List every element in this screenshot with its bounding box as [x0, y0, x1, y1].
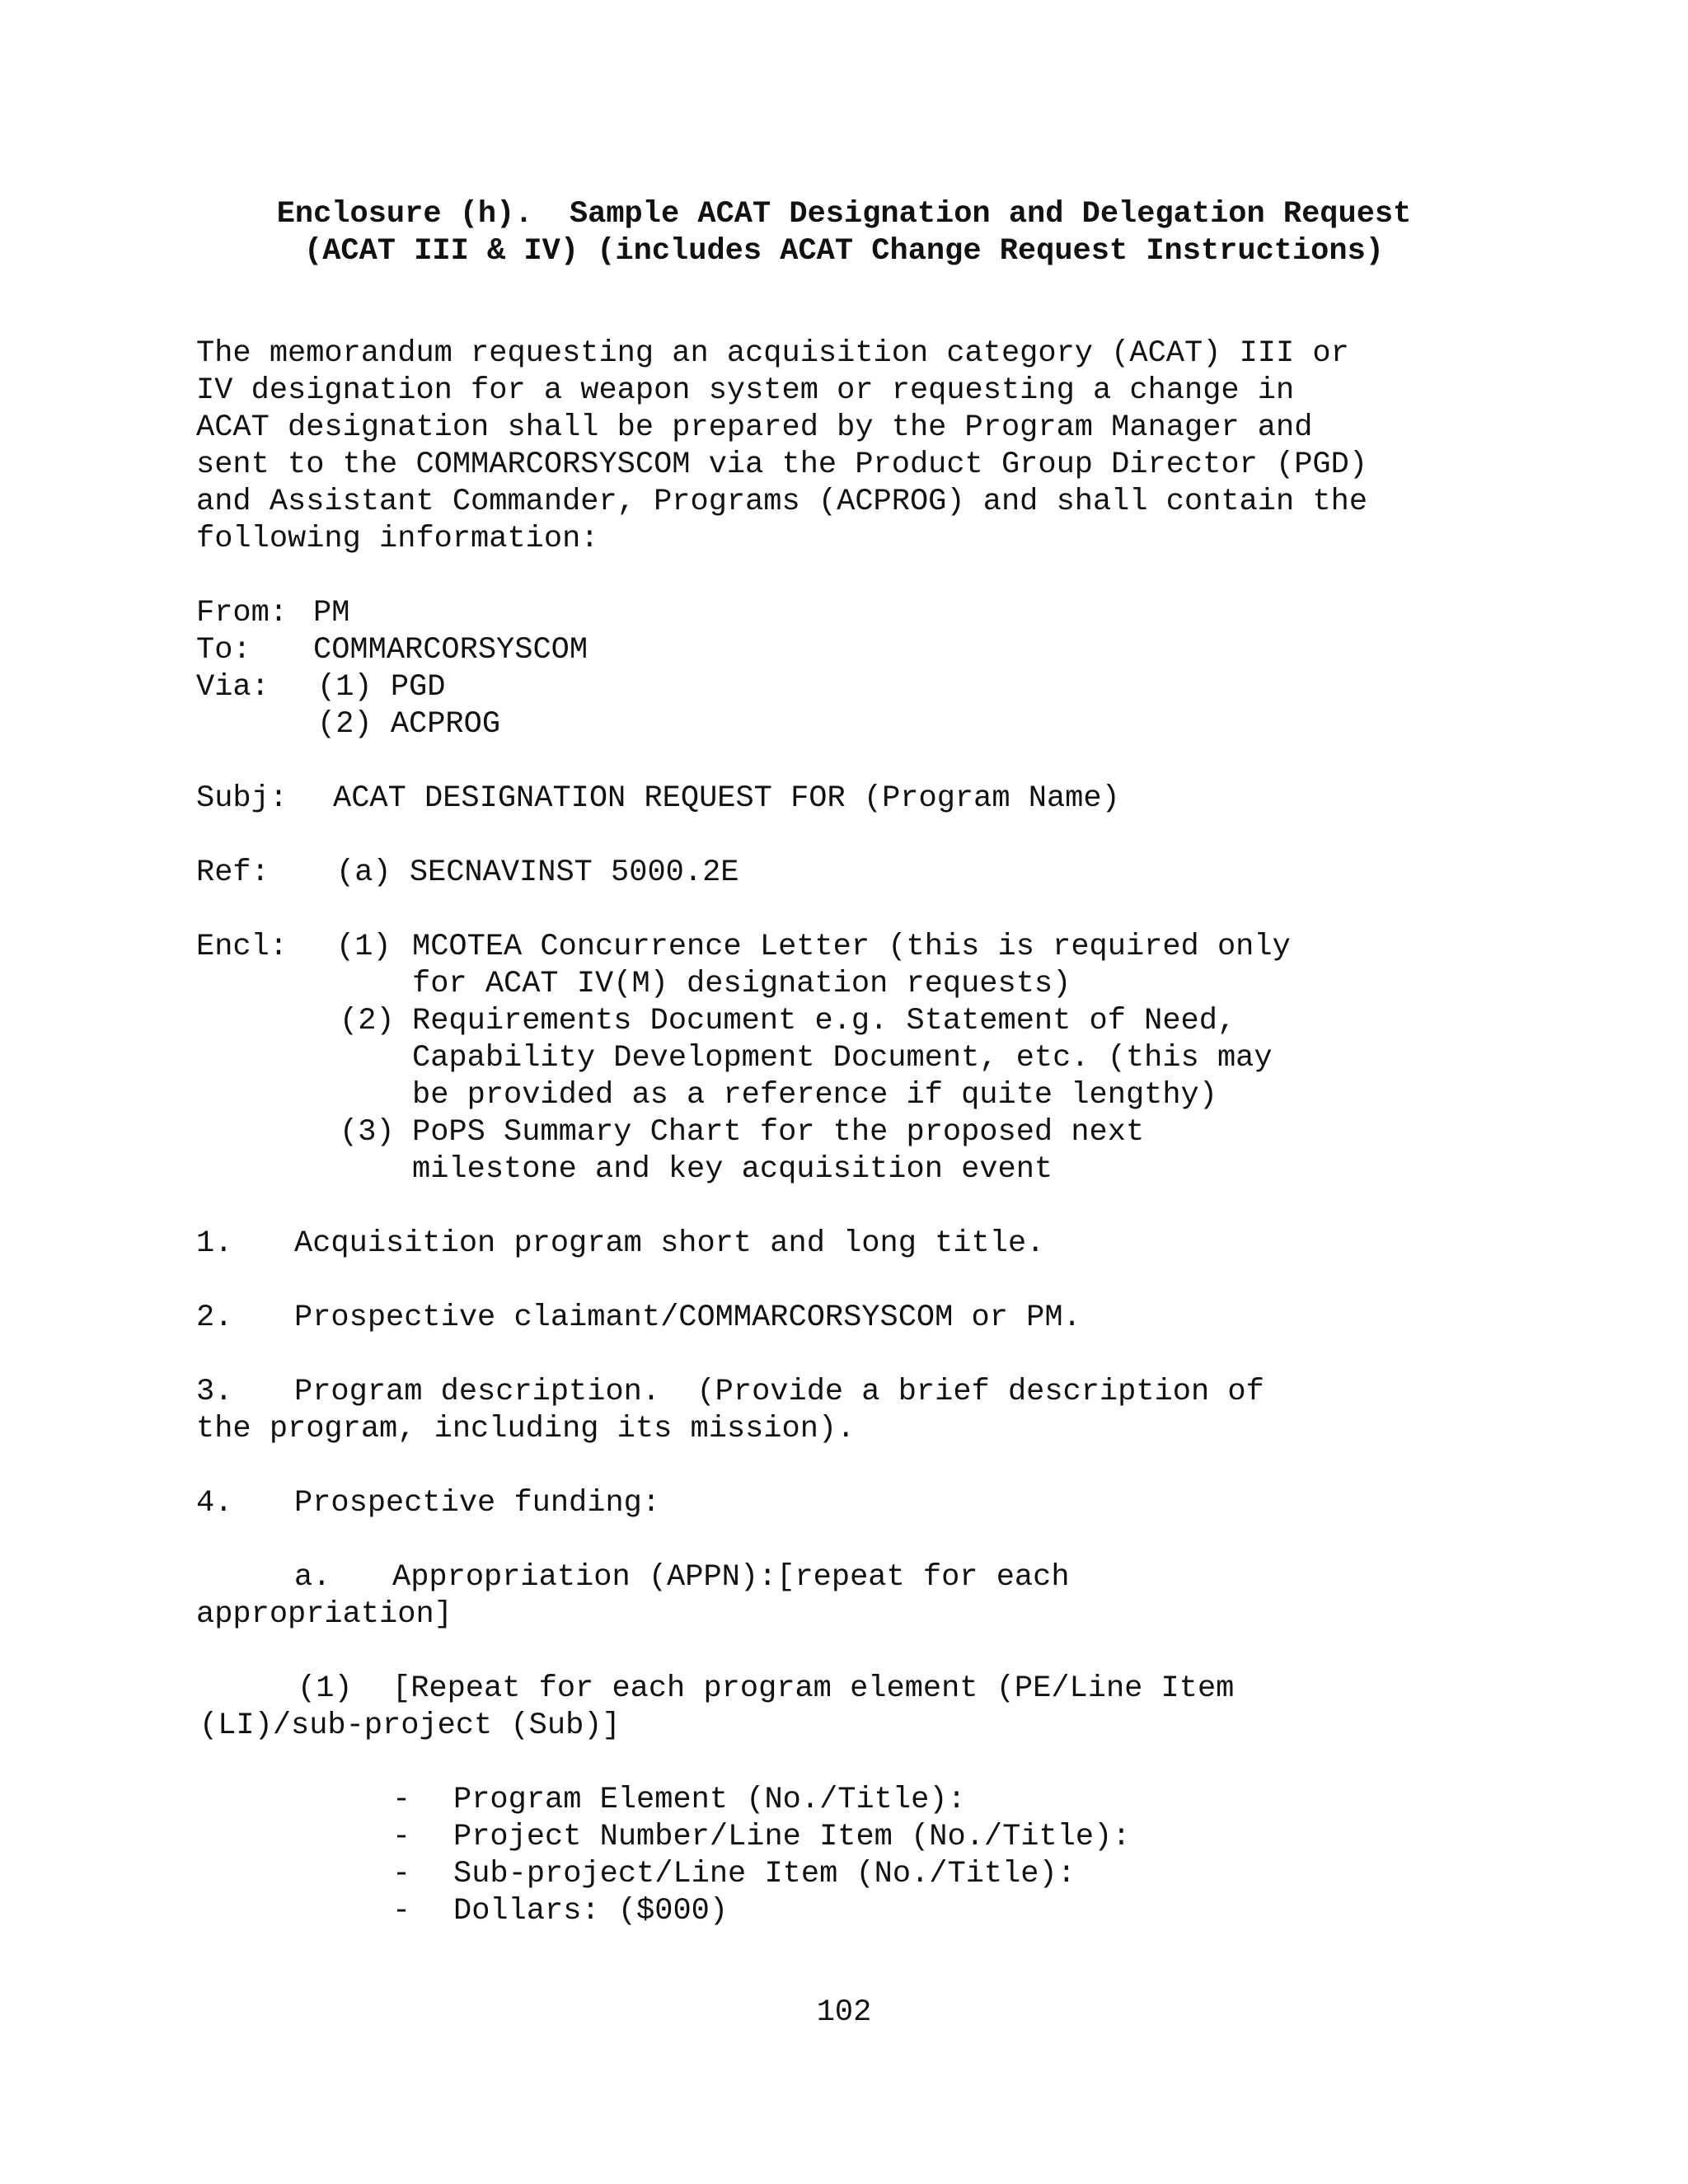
sub-1-number: (1) — [298, 1671, 353, 1706]
encl-1-line-1: MCOTEA Concurrence Letter (this is required only — [412, 930, 1291, 964]
bullet-marker: - — [392, 1894, 411, 1929]
bullet-program-element: Program Element (No./Title): — [453, 1783, 966, 1817]
to-value: COMMARCORSYSCOM — [313, 633, 588, 668]
bullet-marker: - — [392, 1783, 411, 1817]
sub-a-number: a. — [294, 1560, 331, 1595]
item-1-text: Acquisition program short and long title. — [294, 1226, 1045, 1261]
from-value: PM — [313, 596, 350, 630]
via-label: Via: — [196, 670, 270, 705]
ref-value: (a) SECNAVINST 5000.2E — [336, 855, 739, 890]
bullet-marker: - — [392, 1857, 411, 1891]
encl-3-number: (3) — [340, 1115, 395, 1150]
encl-3-line-2: milestone and key acquisition event — [412, 1152, 1053, 1187]
encl-2-line-3: be provided as a reference if quite lengthy) — [412, 1078, 1217, 1113]
subj-label: Subj: — [196, 781, 288, 816]
sub-1-continuation: (LI)/sub-project (Sub)] — [199, 1708, 621, 1743]
bullet-dollars: Dollars: ($000) — [453, 1894, 729, 1929]
encl-2-line-1: Requirements Document e.g. Statement of Need, — [412, 1004, 1236, 1038]
sub-1-text: [Repeat for each program element (PE/Line Item — [392, 1671, 1235, 1706]
intro-line-3: ACAT designation shall be prepared by the Program Manager and — [196, 410, 1313, 445]
item-1-number: 1. — [196, 1226, 233, 1261]
intro-line-1: The memorandum requesting an acquisition category (ACAT) III or — [196, 336, 1349, 371]
item-4-number: 4. — [196, 1486, 233, 1521]
intro-line-2: IV designation for a weapon system or requesting a change in — [196, 373, 1295, 408]
subj-value: ACAT DESIGNATION REQUEST FOR (Program Name) — [333, 781, 1120, 816]
encl-label: Encl: — [196, 930, 288, 964]
item-2-text: Prospective claimant/COMMARCORSYSCOM or PM. — [294, 1301, 1081, 1335]
heading-line-1: Enclosure (h). Sample ACAT Designation and Delegation Request — [276, 197, 1412, 232]
ref-label: Ref: — [196, 855, 270, 890]
sub-a-text: Appropriation (APPN):[repeat for each — [392, 1560, 1070, 1595]
bullet-marker: - — [392, 1820, 411, 1854]
page-number: 102 — [816, 1995, 872, 2030]
heading-line-2: (ACAT III & IV) (includes ACAT Change Request Instructions) — [303, 234, 1384, 269]
intro-line-5: and Assistant Commander, Programs (ACPROG) and shall contain the — [196, 485, 1368, 519]
to-label: To: — [196, 633, 251, 668]
item-2-number: 2. — [196, 1301, 233, 1335]
encl-3-line-1: PoPS Summary Chart for the proposed next — [412, 1115, 1145, 1150]
encl-2-line-2: Capability Development Document, etc. (this may — [412, 1041, 1273, 1076]
bullet-sub-project: Sub-project/Line Item (No./Title): — [453, 1857, 1076, 1891]
from-label: From: — [196, 596, 288, 630]
encl-2-number: (2) — [340, 1004, 395, 1038]
encl-1-line-2: for ACAT IV(M) designation requests) — [412, 967, 1071, 1001]
via-item-1: (1) PGD — [317, 670, 446, 705]
intro-line-6: following information: — [196, 522, 599, 556]
encl-1-number: (1) — [336, 930, 392, 964]
via-item-2: (2) ACPROG — [317, 707, 501, 742]
item-3-number: 3. — [196, 1375, 233, 1409]
item-4-text: Prospective funding: — [294, 1486, 661, 1521]
item-3-continuation: the program, including its mission). — [196, 1412, 856, 1446]
intro-line-4: sent to the COMMARCORSYSCOM via the Product Group Director (PGD) — [196, 448, 1368, 482]
bullet-project-number: Project Number/Line Item (No./Title): — [453, 1820, 1131, 1854]
sub-a-continuation: appropriation] — [196, 1597, 452, 1632]
item-3-text: Program description. (Provide a brief description of — [294, 1375, 1264, 1409]
